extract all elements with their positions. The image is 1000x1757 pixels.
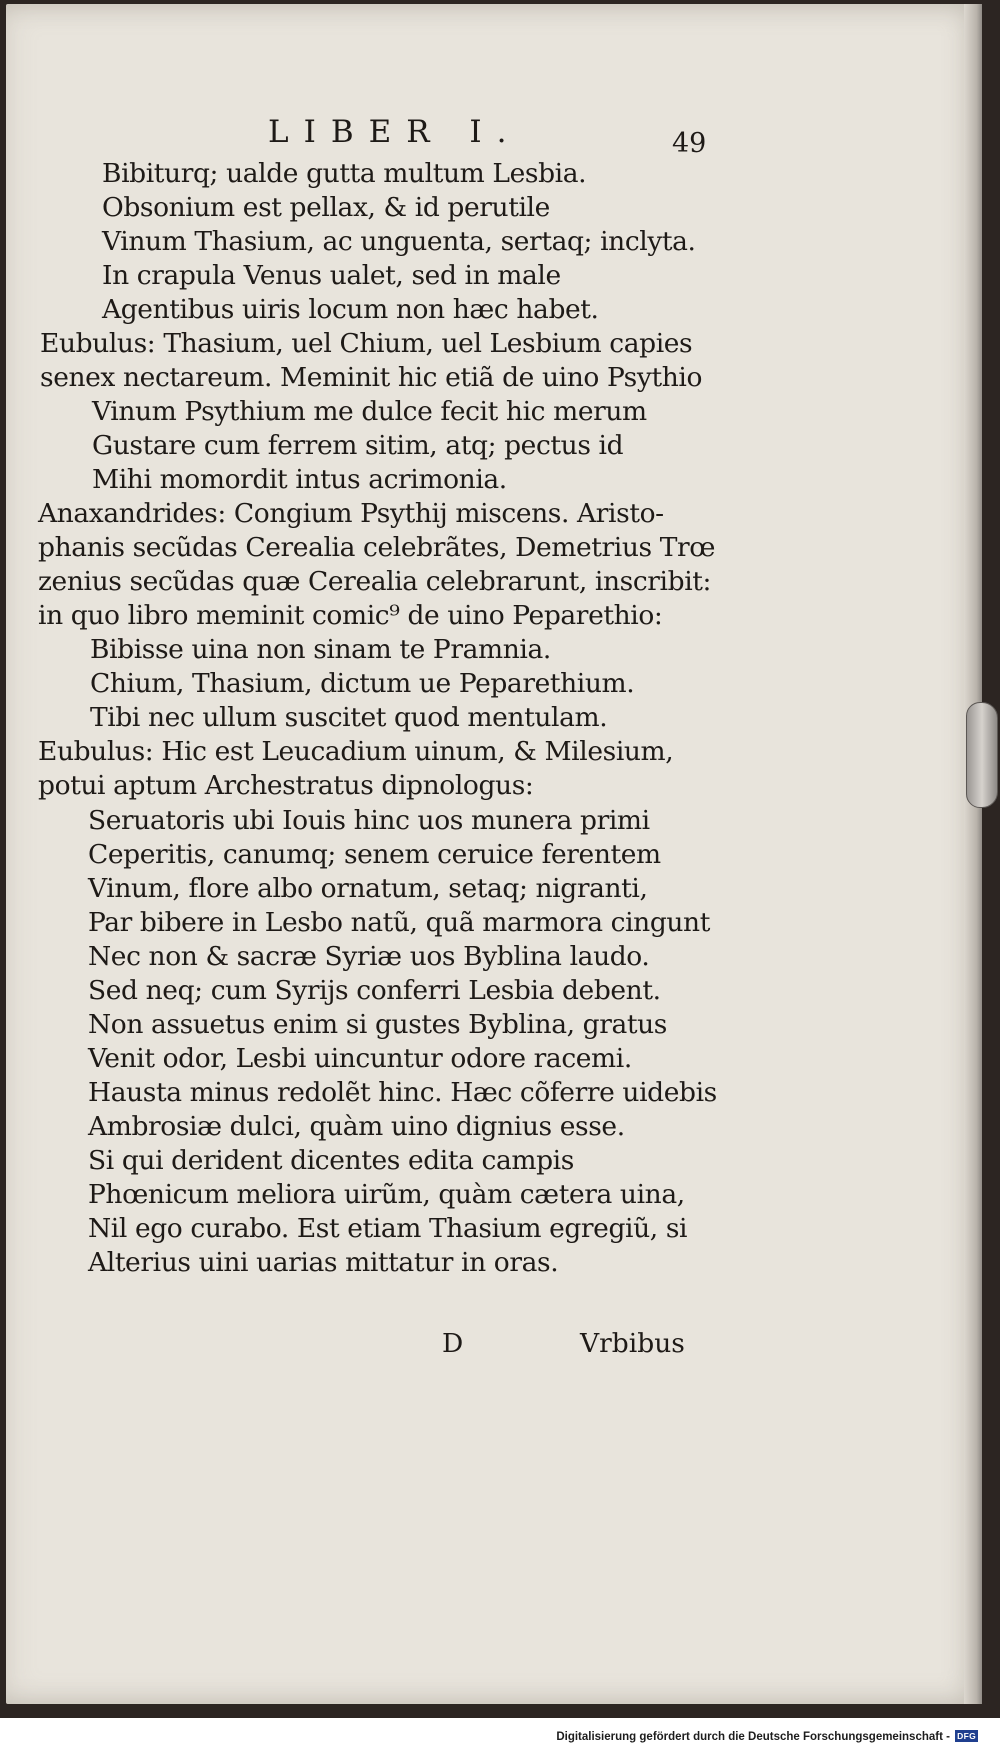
- text-line: Non assuetus enim si gustes Byblina, gratus: [88, 1009, 667, 1040]
- text-line: Par bibere in Lesbo natũ, quã marmora cingunt: [88, 907, 710, 938]
- text-line: in quo libro meminit comic⁹ de uino Peparethio:: [38, 600, 663, 631]
- text-line: Si qui derident dicentes edita campis: [88, 1145, 574, 1176]
- text-line: zenius secũdas quæ Cerealia celebrarunt, inscribit:: [38, 566, 712, 597]
- text-line: senex nectareum. Meminit hic etiã de uino Psythio: [40, 362, 702, 393]
- text-line: Vinum Thasium, ac unguenta, sertaq; inclyta.: [102, 226, 696, 257]
- text-line: Ambrosiæ dulci, quàm uino dignius esse.: [88, 1111, 625, 1142]
- catchword: Vrbibus: [580, 1328, 685, 1359]
- text-line: Alterius uini uarias mittatur in oras.: [88, 1247, 559, 1278]
- digitization-footer: [0, 1718, 1000, 1757]
- text-line: Eubulus: Hic est Leucadium uinum, & Milesium,: [38, 736, 674, 767]
- text-line: Eubulus: Thasium, uel Chium, uel Lesbium capies: [40, 328, 693, 359]
- signature-mark: D: [442, 1328, 464, 1359]
- text-line: Agentibus uiris locum non hæc habet.: [102, 294, 599, 325]
- text-line: Tibi nec ullum suscitet quod mentulam.: [90, 702, 608, 733]
- text-line: Mihi momordit intus acrimonia.: [92, 464, 507, 495]
- text-line: Nec non & sacræ Syriæ uos Byblina laudo.: [88, 941, 650, 972]
- running-head: LIBER I.: [268, 114, 522, 150]
- text-line: phanis secũdas Cerealia celebrãtes, Demetrius Trœ: [38, 532, 716, 563]
- text-line: Hausta minus redolẽt hinc. Hæc cõferre uidebis: [88, 1077, 717, 1108]
- text-line: Sed neq; cum Syrijs conferri Lesbia debent.: [88, 975, 661, 1006]
- text-line: Gustare cum ferrem sitim, atq; pectus id: [92, 430, 624, 461]
- folio-number: 49: [672, 128, 707, 159]
- text-line: Anaxandrides: Congium Psythij miscens. Aristo-: [38, 498, 664, 529]
- text-line: Vinum, flore albo ornatum, setaq; nigranti,: [88, 873, 648, 904]
- text-line: In crapula Venus ualet, sed in male: [102, 260, 561, 291]
- text-line: Seruatoris ubi Iouis hinc uos munera primi: [88, 805, 650, 836]
- text-line: Phœnicum meliora uirũm, quàm cætera uina,: [88, 1179, 685, 1210]
- funding-credit: [556, 1730, 978, 1743]
- text-line: Nil ego curabo. Est etiam Thasium egregiũ, si: [88, 1213, 688, 1244]
- text-line: Chium, Thasium, dictum ue Peparethium.: [90, 668, 635, 699]
- text-line: potui aptum Archestratus dipnologus:: [38, 770, 534, 801]
- text-line: Vinum Psythium me dulce fecit hic merum: [92, 396, 647, 427]
- text-line: Venit odor, Lesbi uincuntur odore racemi.: [88, 1043, 632, 1074]
- text-line: Ceperitis, canumq; senem ceruice ferentem: [88, 839, 661, 870]
- text-line: Bibiturq; ualde gutta multum Lesbia.: [102, 158, 587, 189]
- text-line: Obsonium est pellax, & id perutile: [102, 192, 550, 223]
- dfg-logo: DFG: [957, 1731, 976, 1741]
- text-line: Bibisse uina non sinam te Pramnia.: [90, 634, 551, 665]
- funding-credit-text: Digitalisierung gefördert durch die Deutsche Forschungsgemeinschaft -: [556, 1731, 950, 1743]
